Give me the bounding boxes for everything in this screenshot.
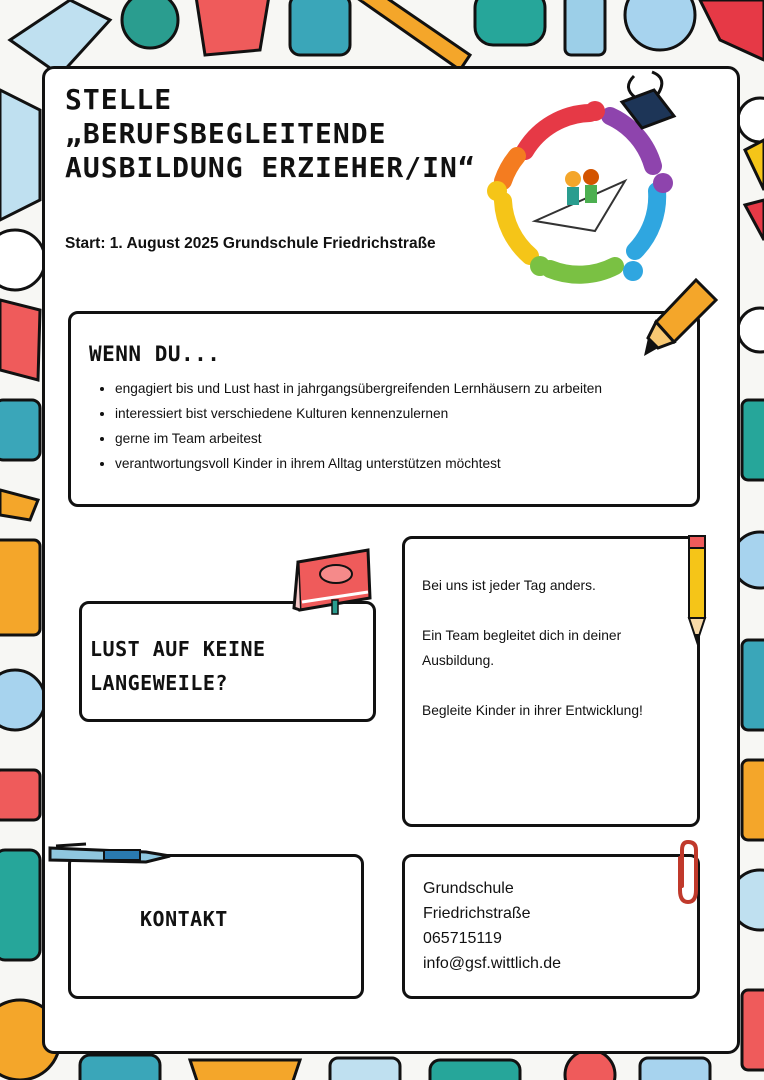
lust-box bbox=[79, 601, 376, 722]
list-item: • gerne im Team arbeitest bbox=[115, 426, 602, 451]
list-item: • interessiert bist verschiedene Kulturen kennenzulernen bbox=[115, 401, 602, 426]
info-text-1: Bei uns ist jeder Tag anders. bbox=[422, 578, 596, 593]
lust-heading-line-2: LANGEWEILE? bbox=[90, 671, 228, 695]
binder-clip-icon bbox=[614, 68, 684, 132]
info-text-2: Ein Team begleitet dich in deiner Ausbildung. bbox=[422, 628, 622, 668]
paperclip-icon bbox=[672, 838, 702, 908]
job-title bbox=[65, 83, 485, 185]
marker-icon bbox=[636, 272, 722, 360]
wenn-du-box bbox=[68, 311, 700, 507]
requirements-list bbox=[97, 376, 602, 476]
address-school: Grundschule bbox=[423, 880, 514, 897]
lust-heading bbox=[90, 632, 290, 700]
job-title-line-3: AUSBILDUNG ERZIEHER/IN“ bbox=[65, 151, 476, 184]
address-box bbox=[402, 854, 700, 999]
lust-heading-line-1: LUST AUF KEINE bbox=[90, 637, 266, 661]
list-item: • verantwortungsvoll Kinder in ihrem Alltag unterstützen möchtest bbox=[115, 451, 602, 476]
kontakt-box bbox=[68, 854, 364, 999]
info-text-3: Begleite Kinder in ihrer Entwicklung! bbox=[422, 703, 643, 718]
address-email[interactable]: info@gsf.wittlich.de bbox=[423, 955, 562, 972]
address-street: Friedrichstraße bbox=[423, 905, 531, 922]
pencil-icon bbox=[684, 534, 710, 646]
flyer-page bbox=[42, 66, 740, 1054]
start-date-text: Start: 1. August 2025 Grundschule Friedrichstraße bbox=[65, 235, 436, 252]
address-phone: 065715119 bbox=[423, 930, 502, 947]
job-title-line-2: „BERUFSBEGLEITENDE bbox=[65, 117, 387, 150]
kontakt-heading: KONTAKT bbox=[140, 907, 228, 931]
wenn-du-heading: WENN DU... bbox=[89, 342, 221, 366]
book-icon bbox=[288, 542, 378, 618]
list-item: • engagiert bis und Lust hast in jahrgangsübergreifenden Lernhäusern zu arbeiten bbox=[115, 376, 602, 401]
pen-icon bbox=[46, 838, 174, 872]
job-title-line-1: STELLE bbox=[65, 83, 173, 116]
info-box bbox=[402, 536, 700, 827]
